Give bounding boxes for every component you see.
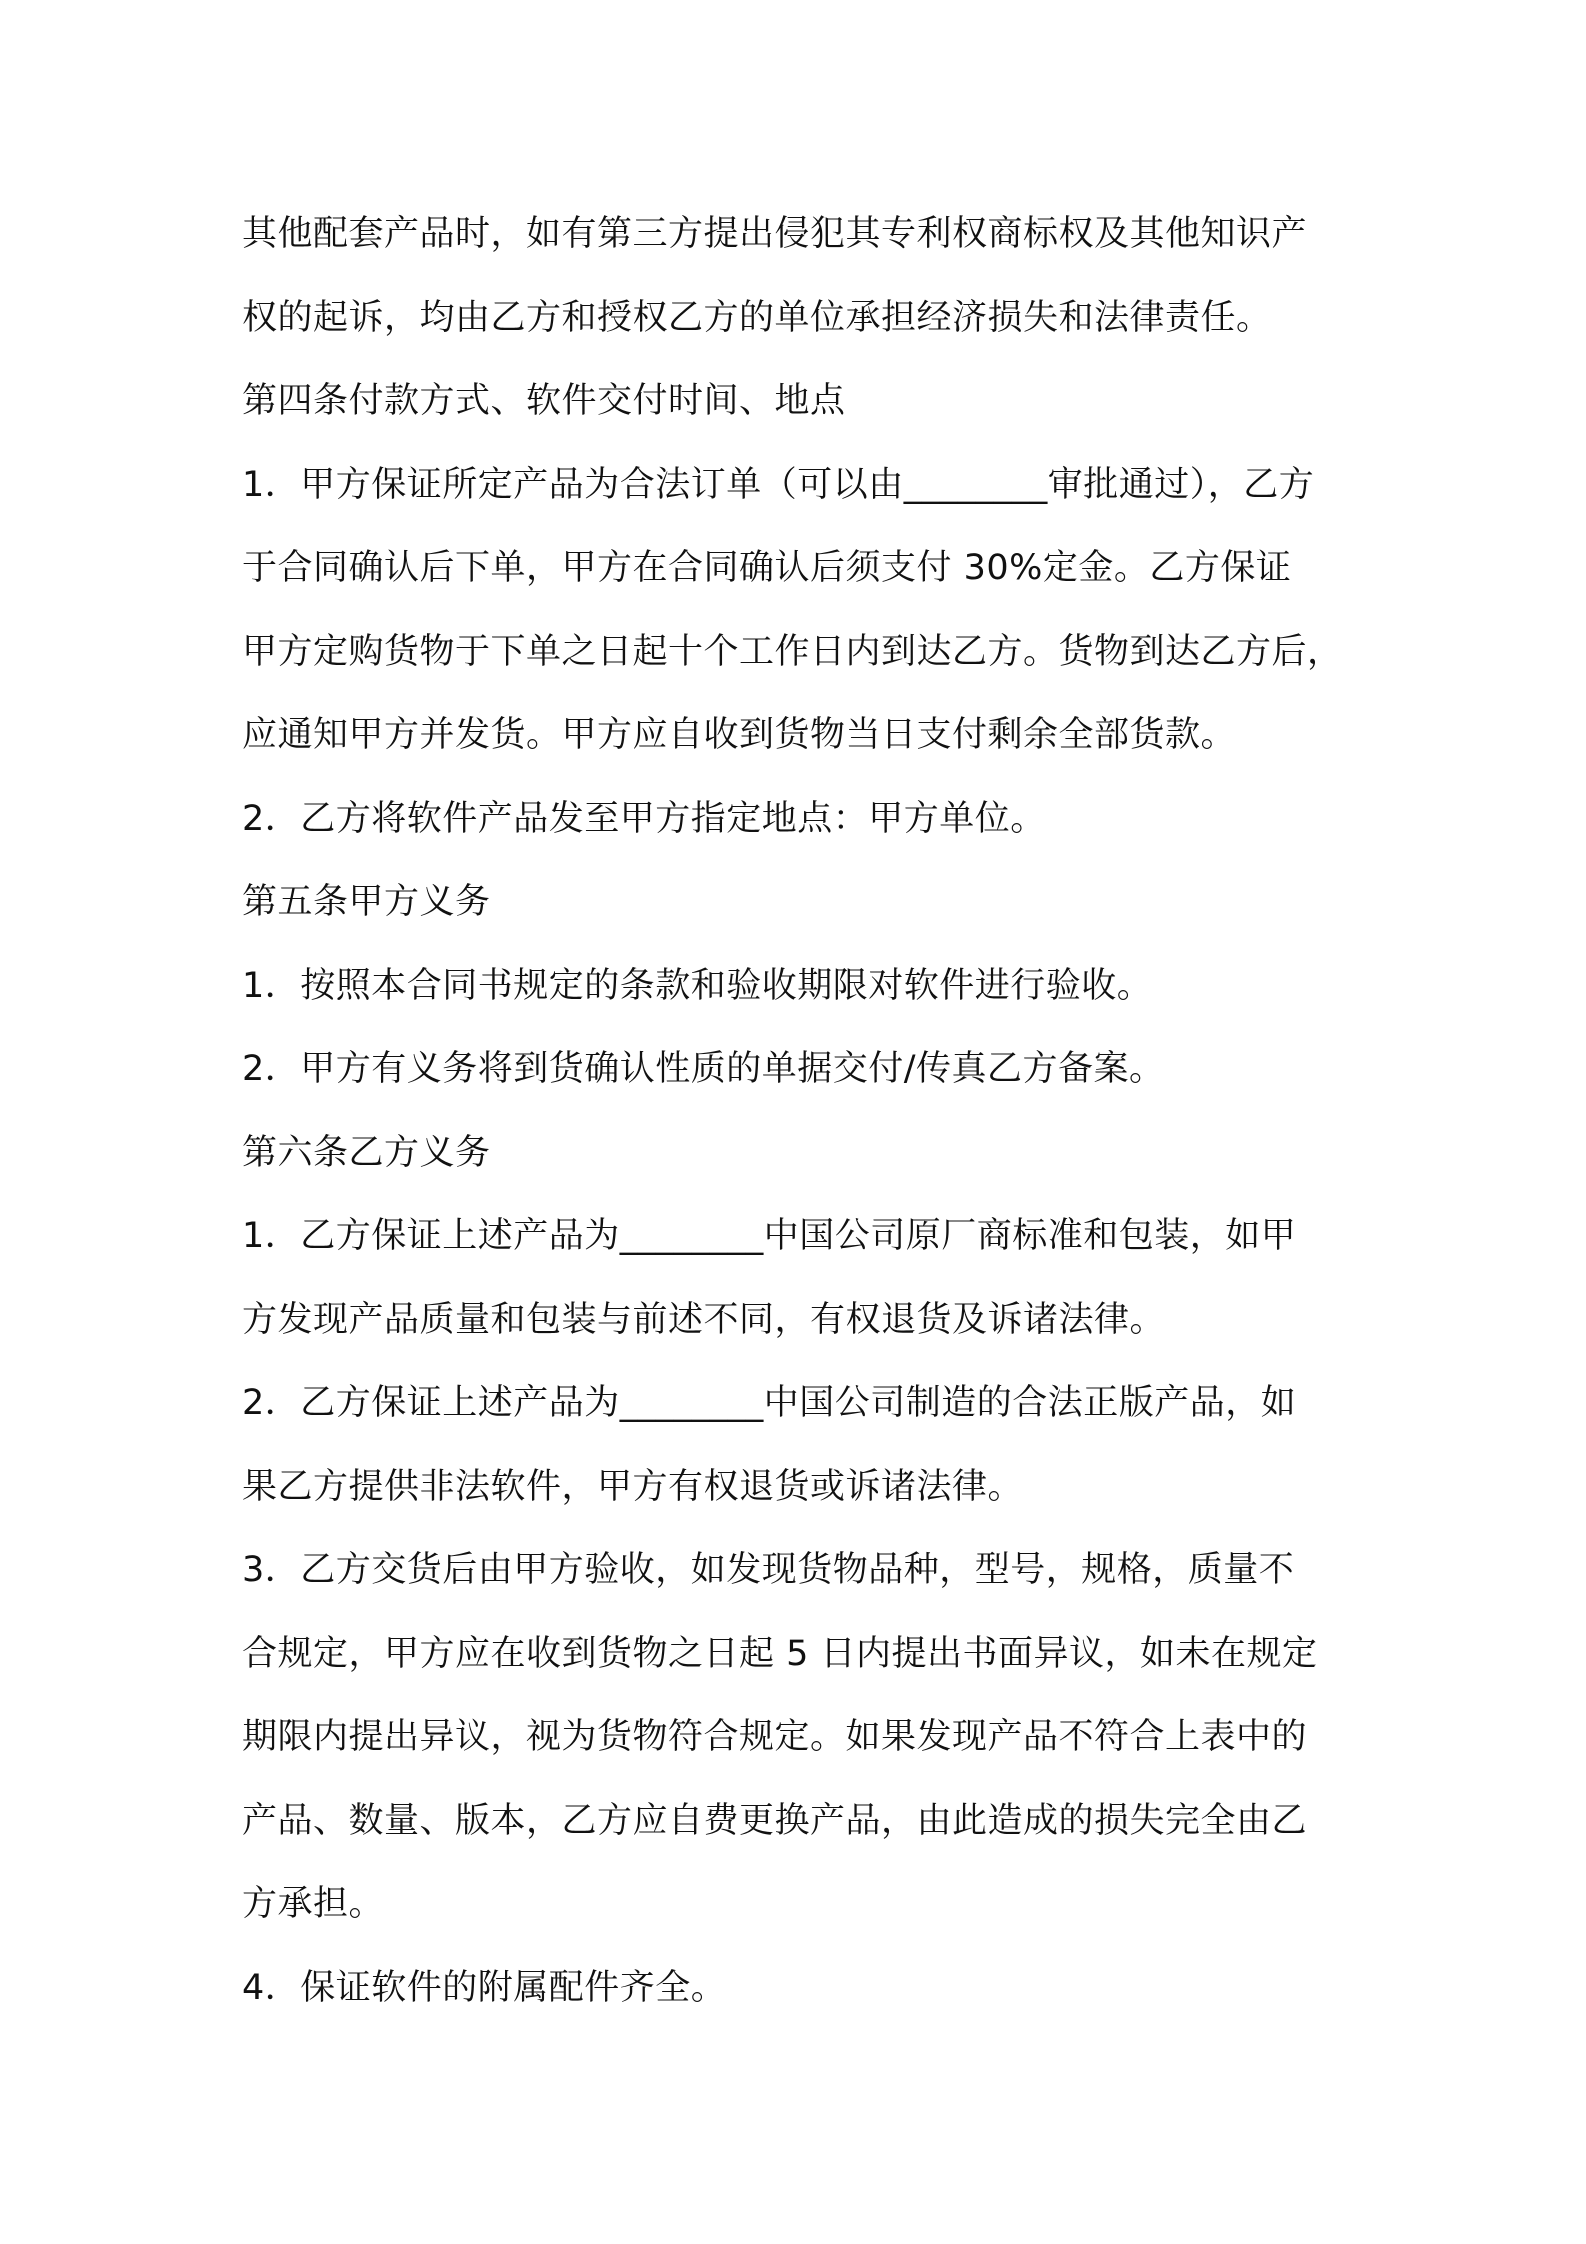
text-line: 2．甲方有义务将到货确认性质的单据交付/传真乙方备案。: [242, 1049, 1165, 1089]
text-line: 3．乙方交货后由甲方验收，如发现货物品种，型号，规格，质量不: [242, 1550, 1295, 1590]
text-line: 1．甲方保证所定产品为合法订单（可以由________审批通过），乙方: [242, 464, 1315, 505]
text-line: 2．乙方将软件产品发至甲方指定地点：甲方单位。: [242, 798, 1046, 839]
text-line: 果乙方提供非法软件，甲方有权退货或诉诸法律。: [242, 1466, 1024, 1507]
text-line: 甲方定购货物于下单之日起十个工作日内到达乙方。货物到达乙方后，: [242, 631, 1343, 672]
text-line: 4．保证软件的附属配件齐全。: [242, 1967, 727, 2008]
text-line: 方发现产品质量和包装与前述不同，有权退货及诉诸法律。: [242, 1299, 1166, 1340]
text-line: 1．按照本合同书规定的条款和验收期限对软件进行验收。: [242, 965, 1153, 1006]
text-line: 方承担。: [242, 1884, 385, 1924]
section-heading: 第五条甲方义务: [242, 882, 491, 922]
section-heading: 第四条付款方式、软件交付时间、地点: [242, 381, 846, 421]
text-line: 于合同确认后下单，甲方在合同确认后须支付 30%定金。乙方保证: [242, 548, 1292, 588]
text-line: 2．乙方保证上述产品为________中国公司制造的合法正版产品，如: [242, 1383, 1297, 1423]
text-line: 合规定，甲方应在收到货物之日起 5 日内提出书面异议，如未在规定: [242, 1633, 1318, 1674]
text-line: 应通知甲方并发货。甲方应自收到货物当日支付剩余全部货款。: [242, 715, 1237, 755]
text-line: 其他配套产品时，如有第三方提出侵犯其专利权商标权及其他知识产: [242, 214, 1308, 254]
text-line: 1．乙方保证上述产品为________中国公司原厂商标准和包装，如甲: [242, 1216, 1297, 1256]
text-line: 权的起诉，均由乙方和授权乙方的单位承担经济损失和法律责任。: [242, 297, 1272, 338]
section-heading: 第六条乙方义务: [242, 1132, 491, 1173]
text-line: 产品、数量、版本，乙方应自费更换产品，由此造成的损失完全由乙: [242, 1800, 1308, 1841]
document-body: [242, 193, 1362, 2030]
text-line: 期限内提出异议，视为货物符合规定。如果发现产品不符合上表中的: [242, 1717, 1308, 1757]
